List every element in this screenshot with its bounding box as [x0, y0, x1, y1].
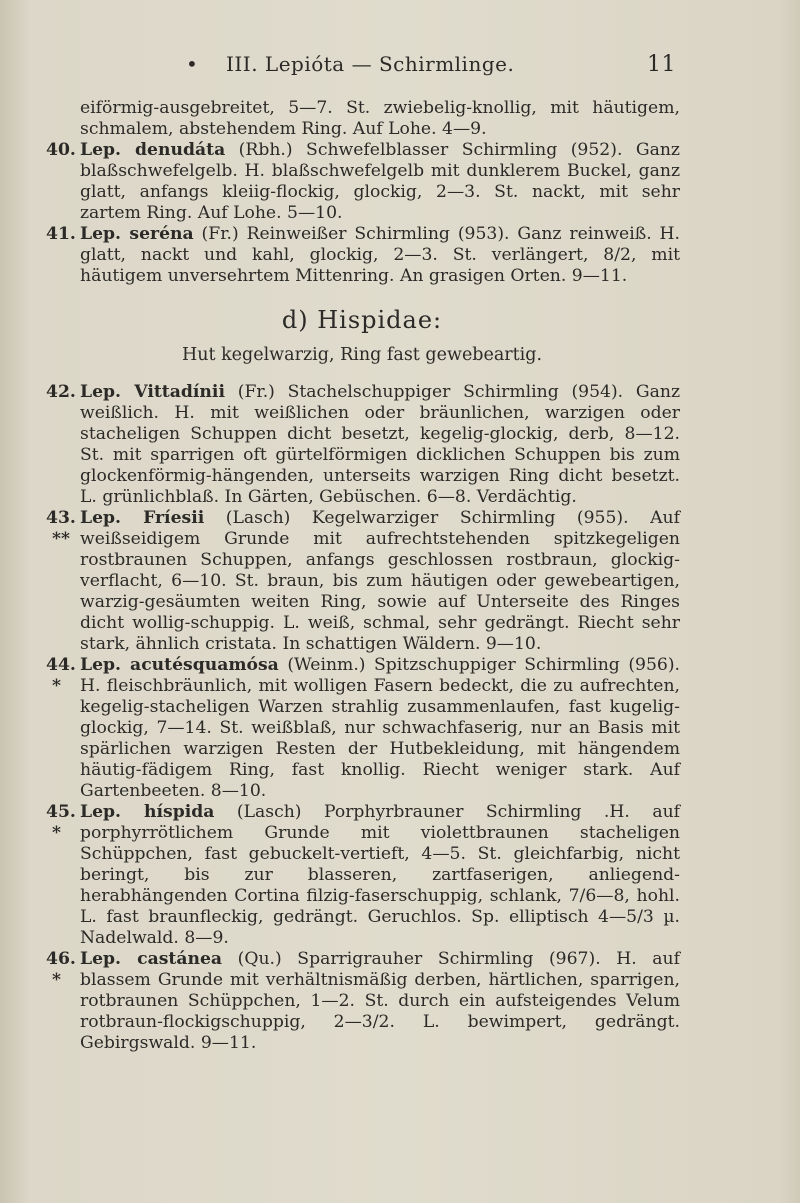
species-name: Lep. Fríesii — [80, 508, 205, 528]
section-title: d) Hispidae: — [281, 306, 443, 334]
entry-number: 44. — [46, 655, 76, 675]
species-description: (Lasch) Porphyrbrauner Schirmling .H. auf porphyrrötlichem Grunde mit violettbraunen stacheligen Schüppchen, fast gebuckelt-vertieft, 4—5. St. gleichfarbig, nicht beringt, bis zur blasseren, zartfaserigen, anliegend-herabhängenden Cortina filzig-faserschuppig, schlank, 7/6—8, hohl. L. fast braunfleckig, gedrängt. Geruchlos. Sp. elliptisch 4—5/3 µ. Nadelwald. 8—9. — [80, 802, 680, 948]
running-header — [180, 52, 680, 82]
species-entry — [44, 949, 680, 1054]
edibility-mark: * — [52, 823, 61, 843]
species-name: Lep. acutésquamósa — [80, 655, 279, 675]
species-description: (Rbh.) Schwefelblasser Schirmling (952). Ganz blaßschwefelgelb. H. blaßschwefelgelb mit dunklerem Buckel, ganz glatt, anfangs kleiig-flockig, glockig, 2—3. St. nackt, mit sehr zartem Ring. Auf Lohe. 5—10. — [80, 140, 680, 223]
edibility-mark: ** — [52, 529, 70, 549]
entries-before — [44, 140, 680, 287]
entry-number: 45. — [46, 802, 76, 822]
page-number: 11 — [647, 52, 676, 77]
section-subtitle: Hut kegelwarzig, Ring fast gewebeartig. — [181, 345, 543, 365]
species-entry — [44, 382, 680, 508]
species-description: (Weinm.) Spitzschuppiger Schirmling (956). H. fleischbräunlich, mit wolligen Fasern bedeckt, die zu aufrechten, kegelig-stacheligen Warzen strahlig zusammenlaufen, fast kugelig-glockig, 7—14. St. weißblaß, nur schwachfaserig, nur an Basis mit spärlichen warzigen Resten der Hutbekleidung, mit hängendem häutig-fädigem Ring, fast knollig. Riecht weniger stark. Auf Gartenbeeten. 8—10. — [80, 655, 680, 801]
species-entry — [44, 802, 680, 949]
species-entry — [44, 224, 680, 287]
entry-number: 41. — [46, 224, 76, 244]
running-title: III. Lepióta — Schirmlinge. — [226, 52, 515, 76]
species-name: Lep. denudáta — [80, 140, 226, 160]
species-name: Lep. Vittadínii — [80, 382, 225, 402]
page-body — [44, 98, 680, 1054]
species-entry — [44, 140, 680, 224]
entry-number: 46. — [46, 949, 76, 969]
edibility-mark: * — [52, 676, 61, 696]
species-name: Lep. híspida — [80, 802, 215, 822]
entry-number: 40. — [46, 140, 76, 160]
continuation-text: eiförmig-ausgebreitet, 5—7. St. zwiebelig-knollig, mit häutigem, schmalem, abstehendem Ring. Auf Lohe. 4—9. — [80, 98, 680, 139]
species-entry — [44, 655, 680, 802]
entry-number: 42. — [46, 382, 76, 402]
header-bullet: • — [186, 52, 199, 76]
species-description: (Qu.) Sparrigrauher Schirmling (967). H. auf blassem Grunde mit verhältnismäßig derben, härtlichen, sparrigen, rotbraunen Schüppchen, 1—2. St. durch ein aufsteigendes Velum rotbraun-flockigschuppig, 2—3/2. L. bewimpert, gedrängt. Gebirgswald. 9—11. — [80, 949, 680, 1053]
species-name: Lep. seréna — [80, 224, 194, 244]
entries-after — [44, 382, 680, 1054]
species-name: Lep. castánea — [80, 949, 223, 969]
species-description: (Fr.) Reinweißer Schirmling (953). Ganz reinweiß. H. glatt, nackt und kahl, glockig, 2—3. St. verlängert, 8/2, mit häutigem unversehrtem Mittenring. An grasigen Orten. 9—11. — [80, 224, 680, 286]
species-description: (Fr.) Stachelschuppiger Schirmling (954). Ganz weißlich. H. mit weißlichen oder bräunlichen, warzigen oder stacheligen Schuppen dicht besetzt, kegelig-glockig, derb, 8—12. St. mit sparrigen oft gürtelförmigen dicklichen Schuppen bis zum glockenförmig-hängenden, unterseits warzigen Ring dicht besetzt. L. grünlichblaß. In Gärten, Gebüschen. 6—8. Verdächtig. — [80, 382, 680, 507]
species-description: (Lasch) Kegelwarziger Schirmling (955). Auf weißseidigem Grunde mit aufrechtstehenden spitzkegeligen rostbraunen Schuppen, anfangs geschlossen rostbraun, glockig-verflacht, 6—10. St. braun, bis zum häutigen oder gewebeartigen, warzig-gesäumten weiten Ring, sowie auf Unterseite des Ringes dicht wollig-schuppig. L. weiß, schmal, sehr gedrängt. Riecht sehr stark, ähnlich cristata. In schattigen Wäldern. 9—10. — [80, 508, 680, 654]
species-entry — [44, 508, 680, 655]
entry-number: 43. — [46, 508, 76, 528]
edibility-mark: * — [52, 970, 61, 990]
